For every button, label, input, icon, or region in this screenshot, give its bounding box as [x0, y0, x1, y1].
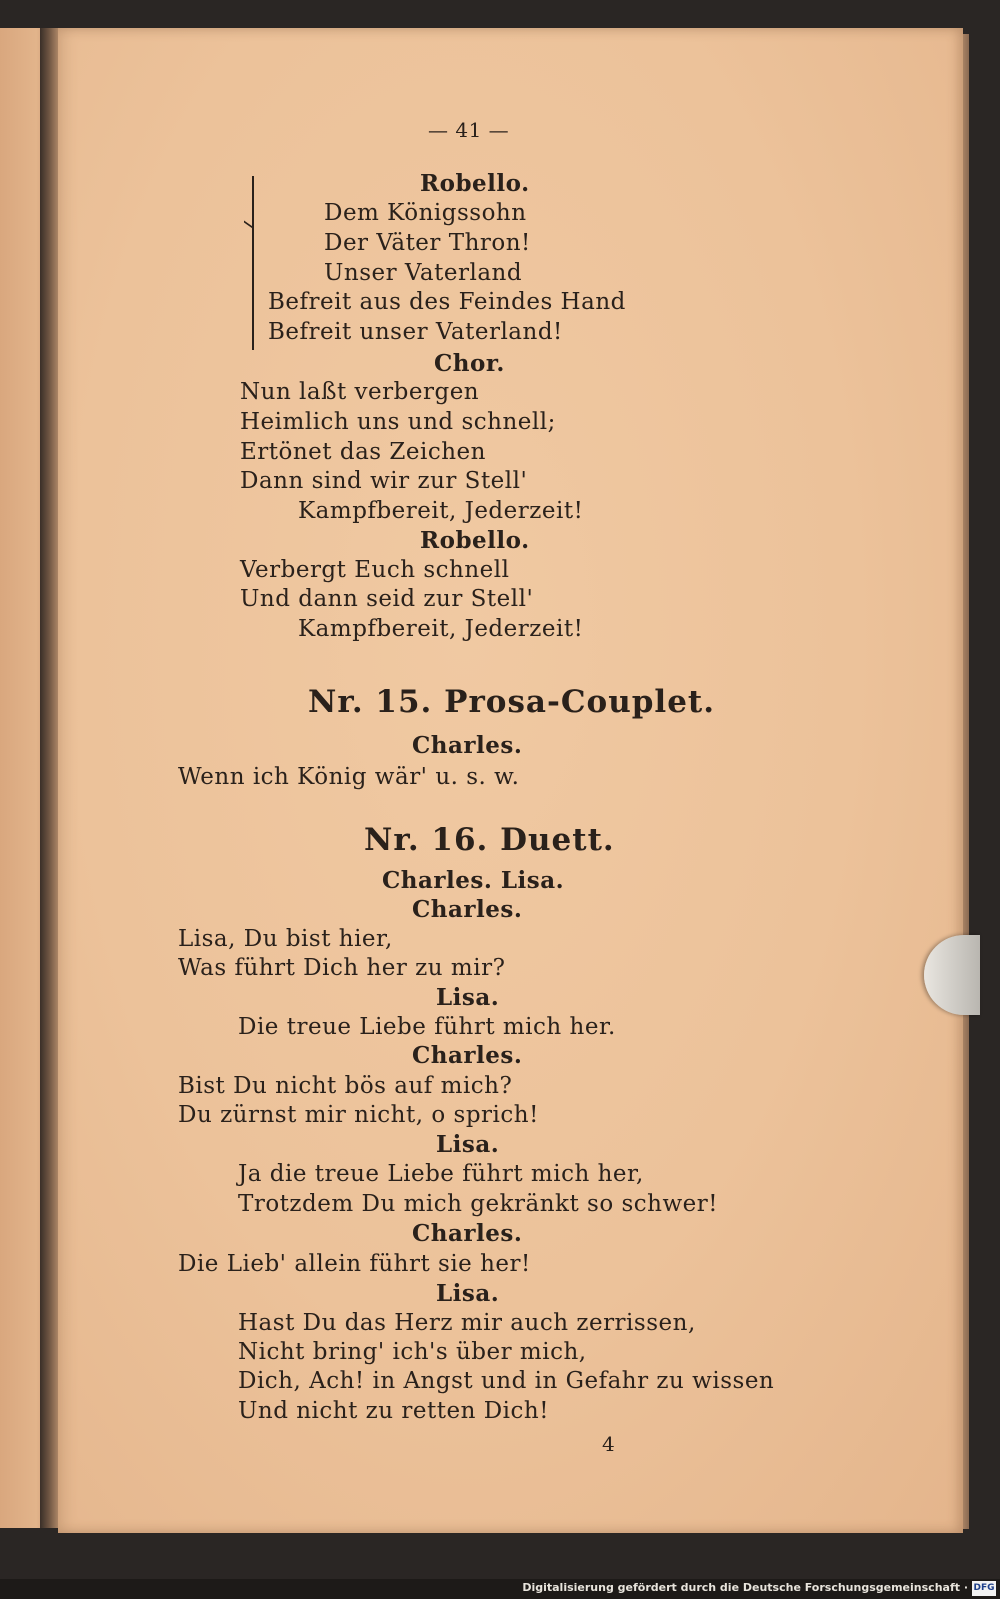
verse-line: Unser Vaterland — [324, 260, 523, 286]
signature-mark: 4 — [602, 1432, 616, 1456]
funding-credit[interactable]: Digitalisierung gefördert durch die Deutsche Forschungsgemeinschaft · — [522, 1581, 968, 1594]
verse-line: Lisa, Du bist hier, — [178, 926, 393, 952]
verse-line: Dich, Ach! in Angst und in Gefahr zu wissen — [238, 1368, 775, 1394]
speaker-label: Lisa. — [436, 1280, 500, 1307]
verse-line: Der Väter Thron! — [324, 230, 531, 256]
speaker-label: Lisa. — [436, 984, 500, 1011]
footer-bar — [0, 1579, 1000, 1599]
verse-line: Nun laßt verbergen — [240, 379, 480, 405]
speaker-label: Chor. — [434, 350, 505, 377]
verse-line: Wenn ich König wär' u. s. w. — [178, 764, 520, 790]
verse-line: Kampfbereit, Jederzeit! — [298, 616, 584, 642]
verse-line: Hast Du das Herz mir auch zerrissen, — [238, 1310, 696, 1336]
verse-line: Was führt Dich her zu mir? — [178, 955, 506, 981]
speaker-label: Lisa. — [436, 1131, 500, 1158]
verse-line: Nicht bring' ich's über mich, — [238, 1339, 587, 1365]
speaker-label: Charles. — [412, 732, 523, 759]
verse-line: Du zürnst mir nicht, o sprich! — [178, 1102, 539, 1128]
verse-line: Ja die treue Liebe führt mich her, — [238, 1161, 644, 1187]
verse-line: Kampfbereit, Jederzeit! — [298, 498, 584, 524]
verse-line: Befreit unser Vaterland! — [268, 319, 563, 345]
verse-line: Befreit aus des Feindes Hand — [268, 289, 626, 315]
verse-line: Die Lieb' allein führt sie her! — [178, 1251, 531, 1277]
dfg-logo-icon[interactable]: DFG — [972, 1581, 996, 1596]
verse-line: Bist Du nicht bös auf mich? — [178, 1073, 513, 1099]
verse-line: Dem Königssohn — [324, 200, 527, 226]
brace-mark — [252, 176, 268, 350]
speaker-label: Robello. — [420, 527, 530, 554]
verse-line: Ertönet das Zeichen — [240, 439, 486, 465]
page-number: — 41 — — [428, 118, 510, 142]
speaker-label: Charles. — [412, 1220, 523, 1247]
speaker-label: Charles. — [412, 1042, 523, 1069]
verse-line: Heimlich uns und schnell; — [240, 409, 556, 435]
verse-line: Dann sind wir zur Stell' — [240, 468, 528, 494]
speaker-label: Charles. — [412, 896, 523, 923]
verse-line: Die treue Liebe führt mich her. — [238, 1014, 616, 1040]
verse-line: Verbergt Euch schnell — [240, 557, 510, 583]
verse-line: Und nicht zu retten Dich! — [238, 1398, 549, 1424]
cast-label: Charles. Lisa. — [382, 867, 565, 894]
speaker-label: Robello. — [420, 170, 530, 197]
verse-line: Und dann seid zur Stell' — [240, 586, 534, 612]
verse-line: Trotzdem Du mich gekränkt so schwer! — [238, 1191, 719, 1217]
section-heading: Nr. 16. Duett. — [364, 822, 615, 858]
section-heading: Nr. 15. Prosa-Couplet. — [308, 684, 716, 720]
